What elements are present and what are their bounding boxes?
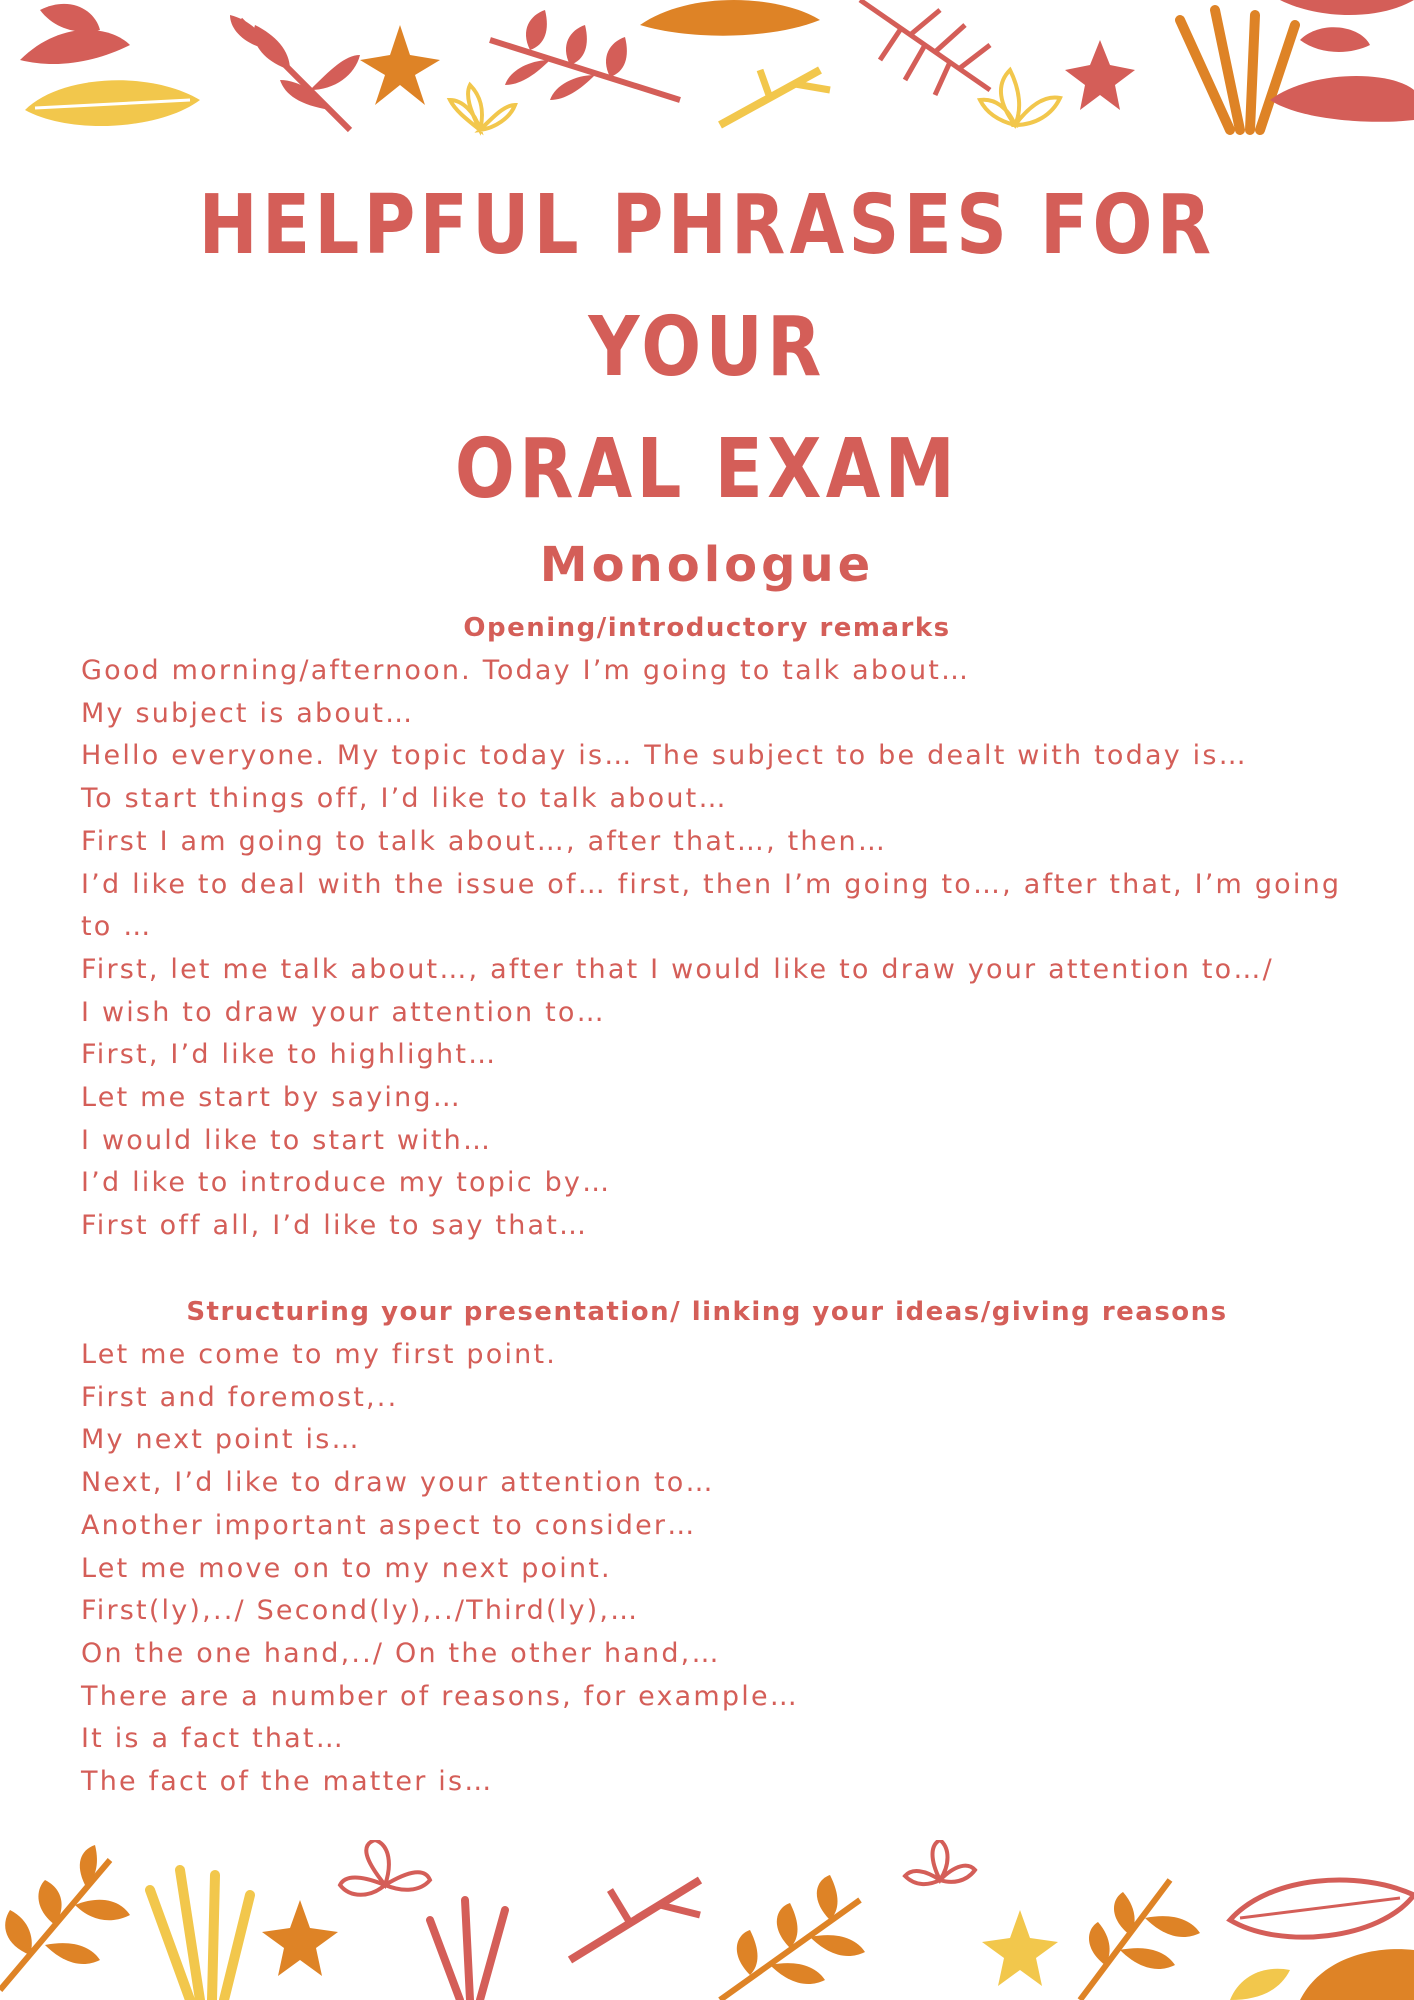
list-item: Let me come to my first point. (81, 1339, 558, 1370)
page-title (40, 165, 1374, 531)
list-item: There are a number of reasons, for example… (81, 1680, 799, 1712)
list-item: It is a fact that… (81, 1723, 345, 1755)
branch-icon (1080, 1880, 1200, 2000)
list-item: Another important aspect to consider… (81, 1509, 697, 1541)
sprout-icon (450, 85, 515, 130)
floral-border-bottom (0, 1840, 1414, 2000)
phrase-list-structuring (81, 1334, 1381, 1804)
star-flower-icon (360, 25, 440, 105)
list-item: Let me start by saying… (81, 1082, 462, 1114)
list-item: I’d like to deal with the issue of… first, then I’m going to…, after that, I’m going to … (81, 868, 1342, 943)
leaf-icon (640, 0, 820, 36)
list-item: I’d like to introduce my topic by… (81, 1167, 612, 1199)
list-item: Hello everyone. My topic today is… The subject to be dealt with today is… (81, 740, 1248, 772)
list-item: The fact of the matter is… (81, 1766, 494, 1798)
list-item: Good morning/afternoon. Today I’m going to talk about… (81, 655, 971, 686)
list-item: First I am going to talk about…, after that…, then… (81, 825, 888, 857)
phrase-list-opening (81, 650, 1381, 1248)
leaf-icon (1230, 1880, 1414, 1937)
floral-border-top (0, 0, 1414, 150)
subheading-structuring: Structuring your presentation/ linking your ideas/giving reasons (186, 1297, 1228, 1327)
star-flower-icon (262, 1900, 338, 1976)
list-item: I wish to draw your attention to… (81, 996, 606, 1028)
list-item: Let me move on to my next point. (81, 1552, 612, 1584)
list-item: On the one hand,../ On the other hand,… (81, 1637, 721, 1669)
section-heading: Monologue (539, 537, 875, 593)
list-item: First(ly),../ Second(ly),../Third(ly),… (81, 1595, 640, 1627)
leaf-icon (20, 4, 130, 64)
title-line-2: ORAL EXAM (454, 422, 960, 517)
list-item: First, I’d like to highlight… (81, 1039, 498, 1071)
title-line-1: HELPFUL PHRASES FOR YOUR (198, 178, 1216, 395)
list-item: Next, I’d like to draw your attention to… (81, 1467, 715, 1499)
leaf-icon (1230, 1949, 1414, 2000)
list-item: I would like to start with… (81, 1124, 493, 1156)
sprout-icon (980, 70, 1060, 125)
leaf-icon (1270, 0, 1414, 122)
sprout-icon (905, 1840, 975, 1884)
star-flower-icon (1065, 40, 1135, 110)
list-item: My next point is… (81, 1424, 361, 1456)
list-item: First, let me talk about…, after that I would like to draw your attention to…/ (81, 953, 1274, 985)
list-item: First and foremost,.. (81, 1381, 399, 1413)
twig-icon (570, 1880, 700, 1960)
grass-icon (1180, 10, 1295, 130)
branch-icon (230, 15, 360, 130)
branch-icon (0, 1845, 130, 1990)
list-item: To start things off, I’d like to talk about… (81, 783, 728, 815)
grass-icon (150, 1870, 250, 2000)
list-item: My subject is about… (81, 697, 415, 729)
branch-icon (860, 0, 990, 95)
branch-icon (720, 1875, 865, 2000)
leaf-icon (25, 80, 200, 126)
twig-icon (720, 70, 830, 125)
list-item: First off all, I’d like to say that… (81, 1210, 589, 1242)
subheading-opening-remarks: Opening/introductory remarks (463, 613, 951, 643)
grass-icon (430, 1900, 505, 2000)
star-flower-icon (982, 1910, 1058, 1986)
flower-outline-icon (340, 1840, 430, 1895)
